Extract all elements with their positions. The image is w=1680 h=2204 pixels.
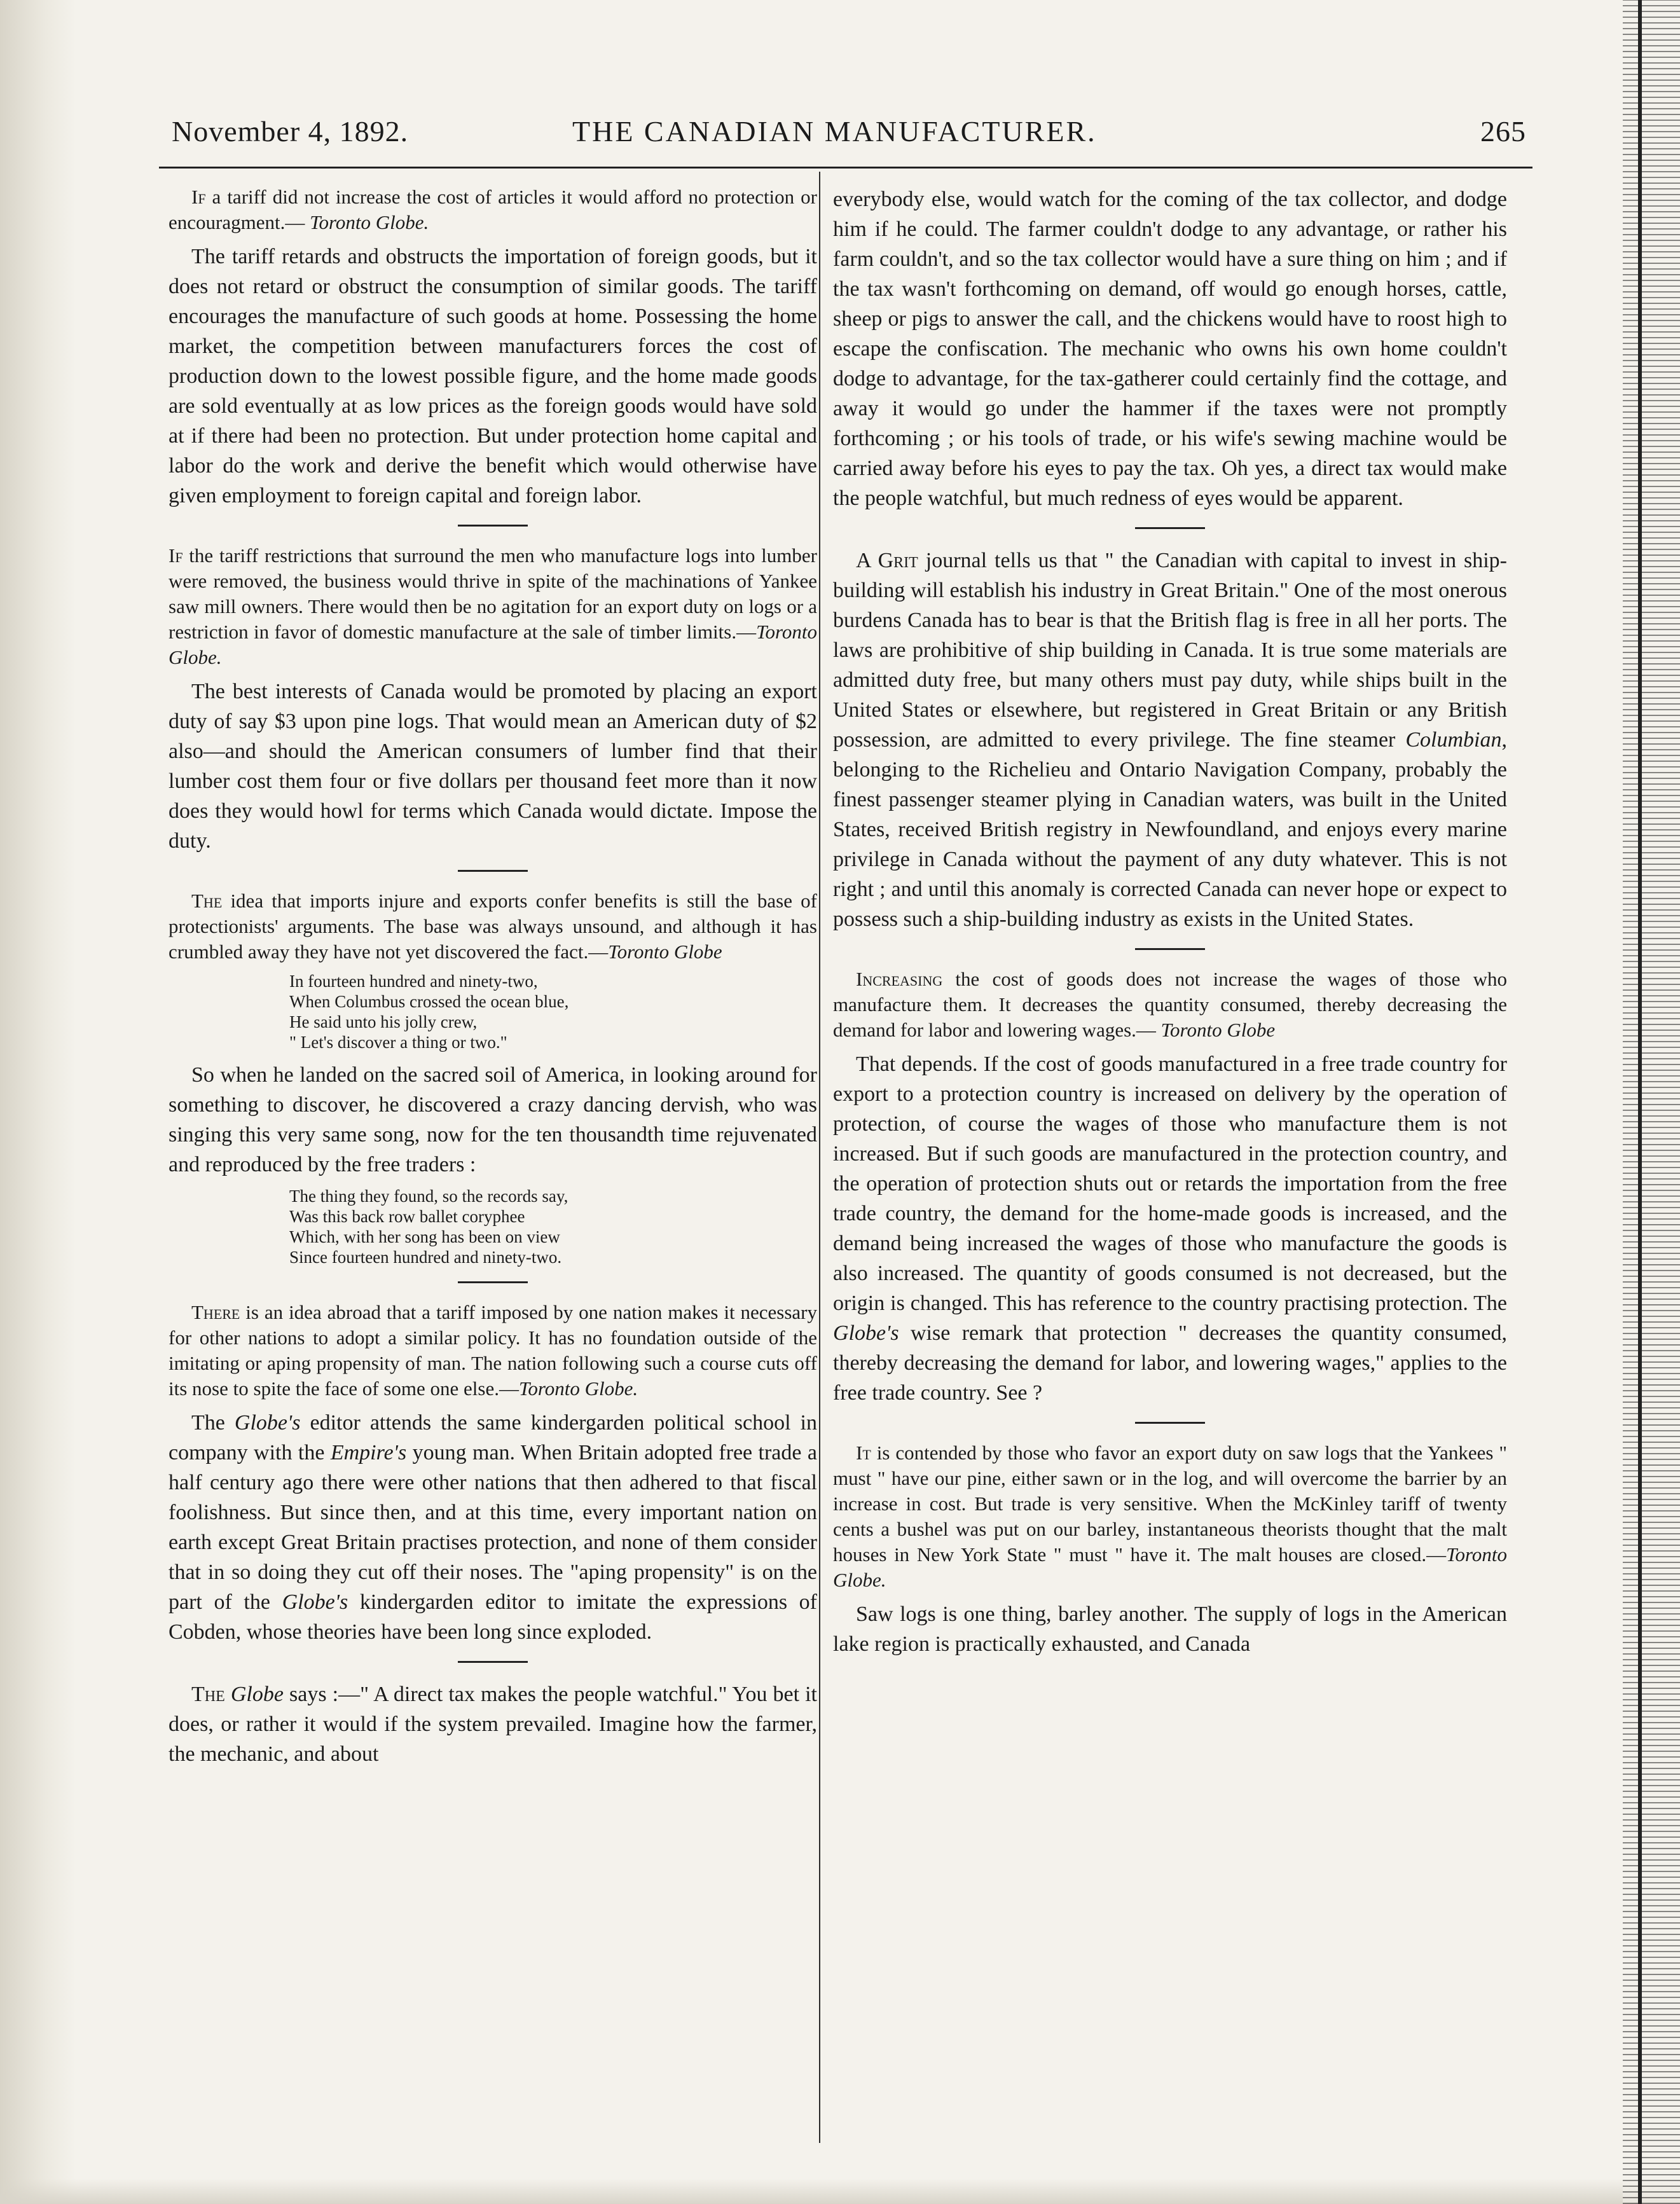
article-paragraph: If the tariff restrictions that surround the men who manufacture logs into lumber were removed, the business would thrive in spite of the machinations of Yankee saw mill owners. There would then be no agitation for an export duty on logs or a restriction in favor of domestic manufacture at the sale of timber limits.—Toronto Globe.: [169, 544, 817, 668]
article-paragraph: If a tariff did not increase the cost of articles it would afford no protection or encouragment.— Toronto Globe.: [169, 186, 817, 233]
left-column: [169, 184, 817, 1775]
article-paragraph: The idea that imports injure and exports confer benefits is still the base of protectionists' arguments. The base was always unsound, and although it has crumbled away they have not yet discovered the fact.—Toronto Globe: [169, 890, 817, 963]
verse-line: Was this back row ballet coryphee: [289, 1207, 525, 1226]
article-paragraph: It is contended by those who favor an export duty on saw logs that the Yankees " must " have our pine, either sawn or in the log, and will overcome the barrier by an increase in cost. But trade is very sensitive. When the McKinley tariff of twenty cents a bushel was put on our barley, instantaneous theorists thought that the malt houses in New York State " must " have it. The malt houses are closed.—Toronto Globe.: [833, 1442, 1507, 1591]
verse-line: When Columbus crossed the ocean blue,: [289, 992, 569, 1011]
verse-line: The thing they found, so the records say,: [289, 1187, 568, 1206]
section-separator: [458, 525, 528, 527]
right-column: [833, 184, 1507, 1665]
binding-line: [1638, 0, 1642, 2204]
section-separator: [1135, 1422, 1205, 1424]
page-edge-left: [0, 0, 76, 2204]
publication-title: THE CANADIAN MANUFACTURER.: [572, 115, 1097, 148]
verse-line: In fourteen hundred and ninety-two,: [289, 972, 538, 991]
article-paragraph: So when he landed on the sacred soil of America, in looking around for something to discover, he discovered a crazy dancing dervish, who was singing this very same song, now for the ten thousandth time rejuvenated and reproduced by the free traders :: [169, 1063, 817, 1176]
verse-line: He said unto his jolly crew,: [289, 1012, 478, 1031]
article-paragraph: The tariff retards and obstructs the importation of foreign goods, but it does not retard or obstruct the consumption of similar goods. The tariff encourages the manufacture of such goods at home. Possessing the home market, the competition between manufacturers forces the cost of production down to the lowest possible figure, and the home made goods are sold eventually at as low prices as the foreign goods would have sold at if there had been no protection. But under protection home capital and labor do the work and derive the benefit which would otherwise have given employment to foreign capital and foreign labor.: [169, 245, 817, 507]
article-paragraph: A Grit journal tells us that " the Canadian with capital to invest in ship-building will establish his industry in Great Britain." One of the most onerous burdens Canada has to bear is that the British flag is free in all her ports. The laws are prohibitive of ship building in Canada. It is true some materials are admitted duty free, but many others must pay duty, while ships built in the United States or elsewhere, but registered in Great Britain or any British possession, are admitted to every privilege. The fine steamer Columbian, belonging to the Richelieu and Ontario Navigation Company, probably the finest passenger steamer plying in Canadian waters, was built in the United States, received British registry in Newfoundland, and enjoys every marine privilege in Canada without the payment of any duty whatever. This is not right ; and until this anomaly is corrected Canada can never hope or expect to possess such a ship-building industry as exists in the United States.: [833, 549, 1508, 931]
page-header: [172, 114, 1526, 153]
article-paragraph: That depends. If the cost of goods manufactured in a free trade country for export to a protection country is increased on delivery by the operation of protection, of course the wages of those who manufacture them is not increased. But if such goods are manufactured in the protection country, and the operation of protection shuts out or retards the importation from the free trade country, the demand for the home-made goods is increased, and the demand being increased the wages of those who manufacture the goods is also increased. The quantity of goods consumed is not decreased, but the origin is changed. This has reference to the country practising protection. The Globe's wise remark that protection " decreases the quantity consumed, thereby decreasing the demand for labor, and lowering wages," applies to the free trade country. See ?: [833, 1052, 1507, 1405]
verse-block: [289, 1186, 817, 1267]
article-paragraph: everybody else, would watch for the coming of the tax collector, and dodge him if he could. The farmer couldn't dodge to any advantage, or rather his farm couldn't, and so the tax collector would have a sure thing on him ; and if the tax wasn't forthcoming on demand, off would go enough horses, cattle, sheep or pigs to answer the call, and the chickens would have to roost high to escape the confiscation. The mechanic who owns his own home couldn't dodge to advantage, for the tax-gatherer could certainly find the cottage, and away it would go under the hammer if the taxes were not promptly forthcoming ; or his tools of trade, or his wife's sewing machine would be carried away before his eyes to pay the tax. Oh yes, a direct tax would make the people watchful, but much redness of eyes would be apparent.: [833, 188, 1507, 510]
article-paragraph: The Globe says :—" A direct tax makes the people watchful." You bet it does, or rather it would if the system prevailed. Imagine how the farmer, the mechanic, and about: [169, 1683, 818, 1766]
section-separator: [458, 1661, 528, 1663]
article-paragraph: There is an idea abroad that a tariff imposed by one nation makes it necessary for other nations to adopt a similar policy. It has no foundation outside of the imitating or aping propensity of man. The nation following such a course cuts off its nose to spite the face of some one else.—Toronto Globe.: [169, 1301, 817, 1400]
header-rule: [159, 167, 1532, 169]
page-number: 265: [1480, 115, 1526, 148]
page-edge-bottom: [0, 2179, 1680, 2204]
article-paragraph: The best interests of Canada would be promoted by placing an export duty of say $3 upon pine logs. That would mean an American duty of $2 also—and should the American consumers of lumber find that their lumber cost them four or five dollars per thousand feet more than it now does they would howl for terms which Canada would dictate. Impose the duty.: [169, 680, 817, 853]
column-divider: [819, 172, 820, 2143]
verse-line: " Let's discover a thing or two.": [289, 1033, 507, 1052]
page-edge-right: [1623, 0, 1680, 2204]
section-separator: [1135, 948, 1205, 950]
article-paragraph: Increasing the cost of goods does not increase the wages of those who manufacture them. It decreases the quantity consumed, thereby decreasing the demand for labor and lowering wages.— Toronto Globe: [833, 968, 1507, 1041]
verse-line: Since fourteen hundred and ninety-two.: [289, 1248, 562, 1267]
article-paragraph: Saw logs is one thing, barley another. The supply of logs in the American lake region is practically exhausted, and Canada: [833, 1602, 1507, 1656]
article-paragraph: The Globe's editor attends the same kindergarden political school in company with the Empire's young man. When Britain adopted free trade a half century ago there were other nations that then adhered to that fiscal foolishness. But since then, and at this time, every important nation on earth except Great Britain practises protection, and none of them consider that in so doing they cut off their noses. The "aping propensity" is on the part of the Globe's kindergarden editor to imitate the expressions of Cobden, whose theories have been long since exploded.: [169, 1411, 818, 1644]
section-separator: [1135, 527, 1205, 529]
verse-block: [289, 971, 817, 1052]
verse-line: Which, with her song has been on view: [289, 1227, 560, 1246]
issue-date: November 4, 1892.: [172, 115, 409, 148]
section-separator: [458, 870, 528, 872]
section-separator: [458, 1281, 528, 1283]
